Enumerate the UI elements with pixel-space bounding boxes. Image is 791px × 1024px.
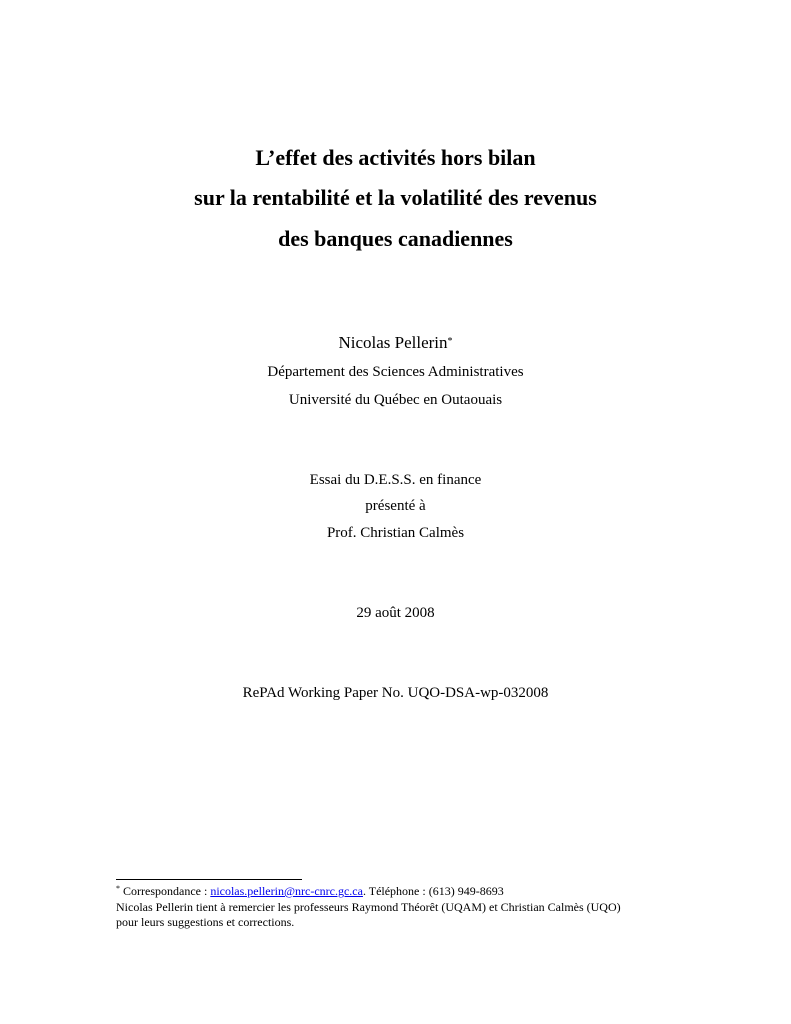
author-name: Nicolas Pellerin xyxy=(338,333,448,352)
document-date: 29 août 2008 xyxy=(356,605,435,621)
essay-description: Essai du D.E.S.S. en finance xyxy=(309,472,482,488)
phone-text: . Téléphone : (613) 949-8693 xyxy=(362,884,504,898)
presented-to: présenté à xyxy=(365,498,426,514)
author xyxy=(0,333,791,356)
author-department: Département des Sciences Administratives xyxy=(267,364,524,380)
title-line-3: des banques canadiennes xyxy=(278,226,513,251)
author-footnote-marker: * xyxy=(447,336,453,347)
footnote-thanks-line-1: Nicolas Pellerin tient à remercier les professeurs Raymond Théorêt (UQAM) et Christian Calmès (UQO) xyxy=(116,900,621,914)
working-paper-number: RePAd Working Paper No. UQO-DSA-wp-032008 xyxy=(242,685,549,701)
title-line-1: L’effet des activités hors bilan xyxy=(255,145,536,170)
footnote-correspondence xyxy=(116,884,696,900)
footnote-marker: * xyxy=(116,884,120,893)
footnote-thanks-line-2: pour leurs suggestions et corrections. xyxy=(116,915,295,929)
footnote-separator xyxy=(116,879,302,880)
title-line-2: sur la rentabilité et la volatilité des revenus xyxy=(194,185,597,210)
author-university: Université du Québec en Outaouais xyxy=(288,392,503,408)
professor-name: Prof. Christian Calmès xyxy=(326,525,465,541)
correspondence-label: Correspondance : xyxy=(120,884,211,898)
email-link[interactable]: nicolas.pellerin@nrc-cnrc.gc.ca xyxy=(210,884,363,898)
